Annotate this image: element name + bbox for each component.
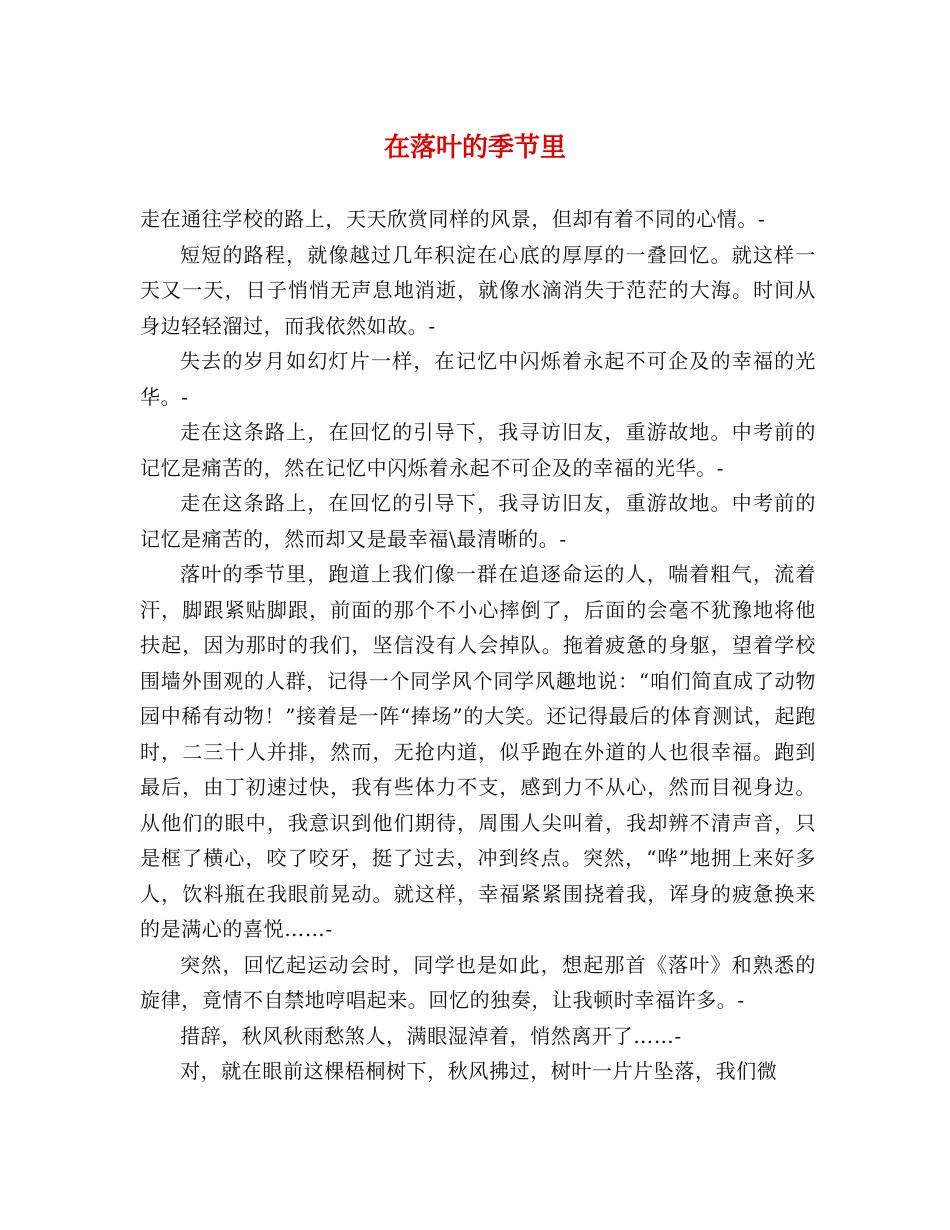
paragraph-2: 短短的路程，就像越过几年积淀在心底的厚厚的一叠回忆。就这样一天又一天，日子悄悄无声息地消逝，就像水滴消失于范茫的大海。时间从身边轻轻溜过，而我依然如故。- xyxy=(140,242,816,338)
document-title: 在落叶的季节里 xyxy=(383,133,566,163)
paragraph-5: 走在这条路上，在回忆的引导下，我寻访旧友，重游故地。中考前的记忆是痛苦的，然而却又是最幸福\最清晰的。- xyxy=(140,491,816,551)
paragraph-3: 失去的岁月如幻灯片一样，在记忆中闪烁着永起不可企及的幸福的光华。- xyxy=(140,349,816,409)
paragraph-9: 对，就在眼前这棵梧桐树下，秋风拂过，树叶一片片坠落，我们微 xyxy=(180,1059,778,1083)
paragraph-6: 落叶的季节里，跑道上我们像一群在追逐命运的人，喘着粗气，流着汗，脚跟紧贴脚跟，前面的那个不小心摔倒了，后面的会毫不犹豫地将他扶起，因为那时的我们，坚信没有人会掉队。拖着疲惫的身躯，望着学校围墙外围观的人群，记得一个同学风个同学风趣地说：“咱们简直成了动物园中稀有动物！”接着是一阵“捧场”的大笑。还记得最后的体育测试，起跑时，二三十人并排，然而，无抢内道，似乎跑在外道的人也很幸福。跑到最后，由丁初速过快，我有些体力不支，感到力不从心，然而目视身边。从他们的眼中，我意识到他们期待，周围人尖叫着，我却辨不清声音，只是框了横心，咬了咬牙，挺了过去，冲到终点。突然，“哗”地拥上来好多人，饮料瓶在我眼前晃动。就这样，幸福紧紧围挠着我，诨身的疲惫换来的是满心的喜悦……- xyxy=(140,562,816,941)
paragraph-7: 突然，回忆起运动会时，同学也是如此，想起那首《落叶》和熟悉的旋律，竟情不自禁地哼唱起来。回忆的独奏，让我顿时幸福许多。- xyxy=(140,952,816,1012)
paragraph-1: 走在通往学校的路上，天天欣赏同样的风景，但却有着不同的心情。- xyxy=(140,207,766,231)
paragraph-4: 走在这条路上，在回忆的引导下，我寻访旧友，重游故地。中考前的记忆是痛苦的，然在记忆中闪烁着永起不可企及的幸福的光华。- xyxy=(140,420,816,480)
paragraph-8: 措辞，秋风秋雨愁煞人，满眼湿淖着，悄然离开了……- xyxy=(180,1023,682,1048)
document-body xyxy=(140,202,816,1090)
